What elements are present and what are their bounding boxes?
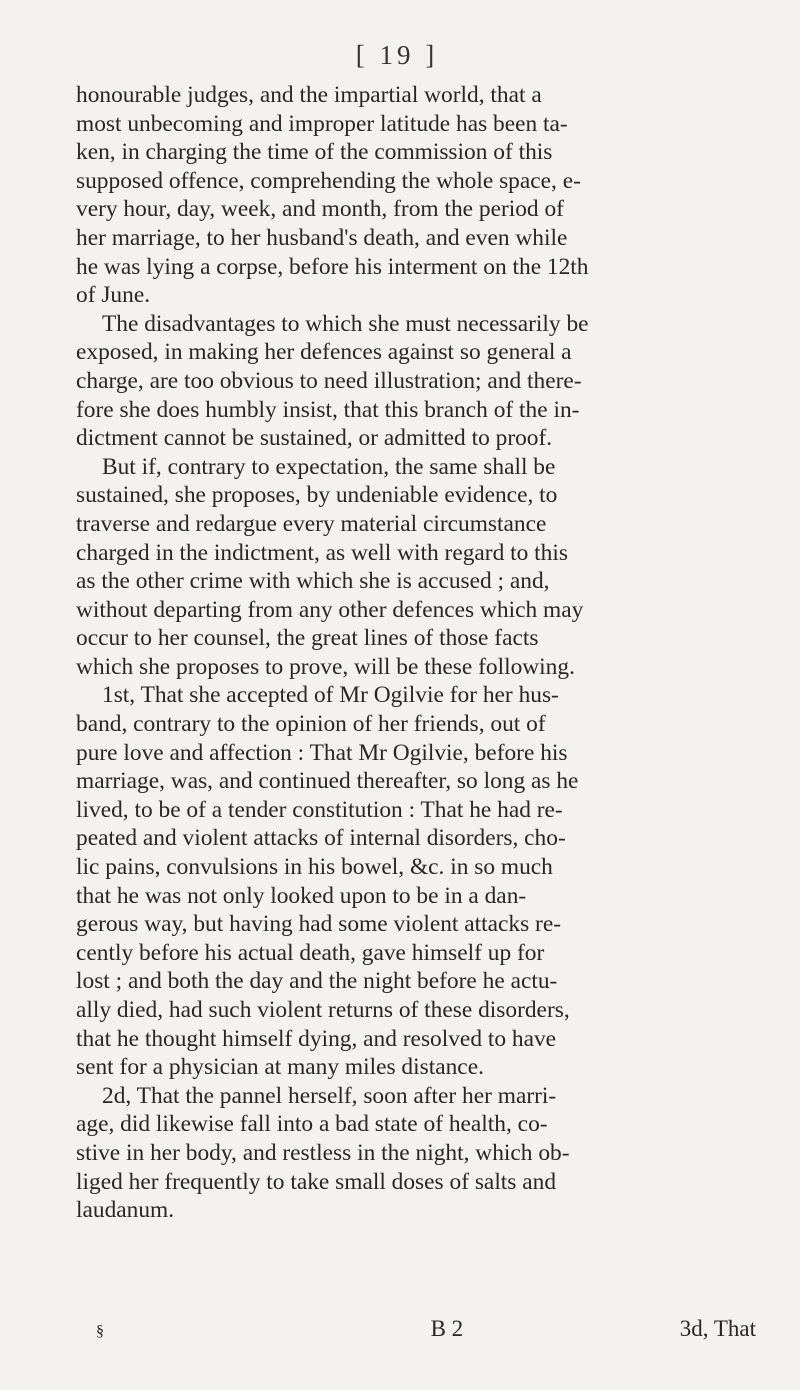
text-line: marriage, was, and continued thereafter, so long as he <box>76 768 579 795</box>
text-line: dictment cannot be sustained, or admitted to proof. <box>76 425 553 452</box>
text-line: ken, in charging the time of the commission of this <box>76 139 553 166</box>
text-line: 2d, That the pannel herself, soon after her marri- <box>102 1082 557 1109</box>
text-line: 1st, That she accepted of Mr Ogilvie for her hus- <box>102 682 559 709</box>
text-line: But if, contrary to expectation, the same shall be <box>102 453 556 480</box>
text-line: her marriage, to her husband's death, and even while <box>76 224 568 251</box>
text-line: exposed, in making her defences against so general a <box>76 339 572 366</box>
text-line: very hour, day, week, and month, from the period of <box>76 196 564 223</box>
page-footer <box>96 1316 756 1342</box>
page-number: [ 19 ] <box>355 40 439 70</box>
body-text <box>76 81 758 1225</box>
text-line: stive in her body, and restless in the night, which ob- <box>76 1139 570 1166</box>
text-line: traverse and redargue every material circumstance <box>76 510 547 537</box>
text-line: The disadvantages to which she must necessarily be <box>102 310 589 337</box>
text-line: that he thought himself dying, and resolved to have <box>76 1025 557 1052</box>
text-line: lic pains, convulsions in his bowel, &c. in so much <box>76 854 553 881</box>
text-line: without departing from any other defences which may <box>76 596 584 623</box>
text-line: lived, to be of a tender constitution : That he had re- <box>76 796 563 823</box>
text-line: laudanum. <box>76 1197 175 1224</box>
ornament-mark: § <box>96 1323 104 1340</box>
text-line: that he was not only looked upon to be in a dan- <box>76 882 527 909</box>
text-line: as the other crime with which she is accused ; and, <box>76 568 550 595</box>
text-line: liged her frequently to take small doses of salts and <box>76 1168 557 1195</box>
text-line: sustained, she proposes, by undeniable evidence, to <box>76 482 558 509</box>
text-line: most unbecoming and improper latitude has been ta- <box>76 110 568 137</box>
text-line: of June. <box>76 282 151 309</box>
paragraph <box>76 453 758 682</box>
text-line: peated and violent attacks of internal disorders, cho- <box>76 825 566 852</box>
text-line: sent for a physician at many miles distance. <box>76 1054 484 1081</box>
text-line: he was lying a corpse, before his interment on the 12th <box>76 253 589 280</box>
text-line: fore she does humbly insist, that this branch of the in- <box>76 396 580 423</box>
text-line: charged in the indictment, as well with regard to this <box>76 539 568 566</box>
text-line: supposed offence, comprehending the whole space, e- <box>76 167 581 194</box>
paragraph <box>76 1082 758 1225</box>
paragraph <box>76 681 758 1081</box>
text-line: band, contrary to the opinion of her friends, out of <box>76 711 546 738</box>
text-line: pure love and affection : That Mr Ogilvie, before his <box>76 739 568 766</box>
text-line: charge, are too obvious to need illustration; and there- <box>76 367 582 394</box>
text-line: gerous way, but having had some violent attacks re- <box>76 911 562 938</box>
text-line: which she proposes to prove, will be these following. <box>76 653 575 680</box>
text-line: lost ; and both the day and the night before he actu- <box>76 968 558 995</box>
paragraph <box>76 310 758 453</box>
text-line: occur to her counsel, the great lines of those facts <box>76 625 539 652</box>
text-line: cently before his actual death, gave himself up for <box>76 939 545 966</box>
signature-mark: B 2 <box>430 1316 464 1341</box>
catchword: 3d, That <box>679 1316 756 1341</box>
text-line: honourable judges, and the impartial world, that a <box>76 82 542 108</box>
paragraph <box>76 81 758 310</box>
text-line: ally died, had such violent returns of these disorders, <box>76 997 570 1023</box>
text-line: age, did likewise fall into a bad state of health, co- <box>76 1111 548 1138</box>
